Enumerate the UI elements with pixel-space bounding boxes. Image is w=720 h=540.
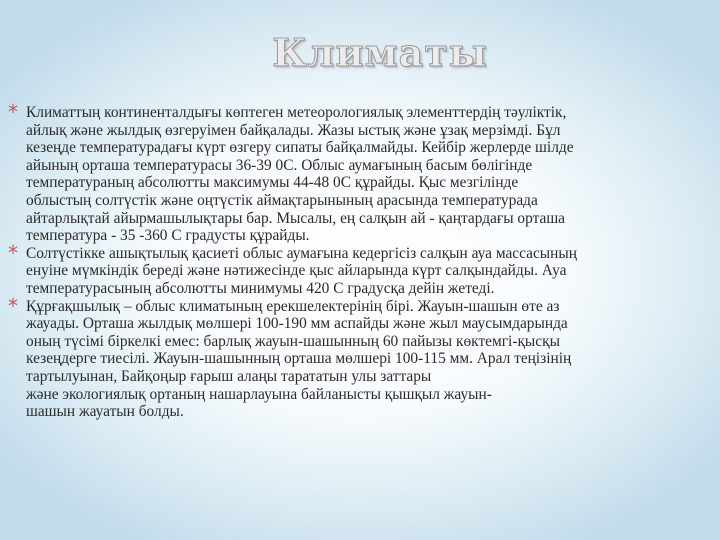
paragraph-line: температурасының абсолютты минимумы 420 С градусқа дейін жетеді. (26, 279, 495, 297)
slide-title: Климаты (272, 30, 488, 75)
paragraph-line: және экологиялық ортаның нашарлауына байланысты қышқыл жауын- (26, 385, 492, 403)
paragraph-line: тартылуынан, Байқоңыр ғарыш алаңы тарататын улы заттары (26, 367, 432, 385)
asterisk-bullet-icon: * (8, 240, 18, 265)
paragraph-line: айының орташа температурасы 36-39 0С. Облыс аумағының басым бөлігінде (26, 156, 533, 174)
paragraph-line: облыстың солтүстік және оңтүстік аймақтарынының арасында температурада (26, 191, 538, 209)
paragraph-line: Солтүстікке ашықтылық қасиеті облыс аумағына кедергісіз салқын ауа массасының (26, 244, 577, 262)
paragraph-line: енуіне мүмкіндік береді және нәтижесінде қыс айларында күрт салқындайды. Ауа (26, 262, 567, 280)
slide-body (8, 100, 698, 421)
asterisk-bullet-icon: * (8, 100, 18, 124)
paragraph-line: жауады. Орташа жылдық мөлшері 100-190 мм аспайды және жыл маусымдарында (26, 315, 568, 333)
paragraph-line: кезеңдерге тиесілі. Жауын-шашынның орташа мөлшері 100-115 мм. Арал теңізінің (26, 350, 572, 368)
bullet-paragraph (8, 100, 698, 245)
paragraph-line: айтарлықтай айырмашылықтары бар. Мысалы, ең салқын ай - қаңтардағы орташа (26, 209, 565, 227)
paragraph-line: температура - 35 -360 С градусты құрайды. (26, 227, 310, 245)
paragraph-line: шашын жауатын болды. (26, 403, 184, 421)
paragraph-line: Климаттың континенталдығы көптеген метеорологиялық элементтердің тәуліктік, (26, 104, 567, 121)
paragraph-line: Құрғақшылық – облыс климатының ерекшелектерінің бірі. Жауын-шашын өте аз (26, 297, 560, 315)
asterisk-bullet-icon: * (8, 293, 18, 318)
paragraph-line: кезеңде температурадағы күрт өзгеру сипаты байқалмайды. Кейбір жерлерде шілде (26, 139, 574, 157)
paragraph-line: температураның абсолютты максимумы 44-48 0С құрайды. Қыс мезгілінде (26, 174, 519, 192)
paragraph-line: оның түсімі біркелкі емес: барлық жауын-шашынның 60 пайызы көктемгі-қысқы (26, 332, 560, 350)
bullet-paragraph (8, 240, 698, 298)
paragraph-line: айлық және жылдық өзгеруімен байқалады. Жазы ыстық және ұзақ мерзімді. Бұл (26, 121, 561, 139)
bullet-paragraph (8, 293, 698, 421)
